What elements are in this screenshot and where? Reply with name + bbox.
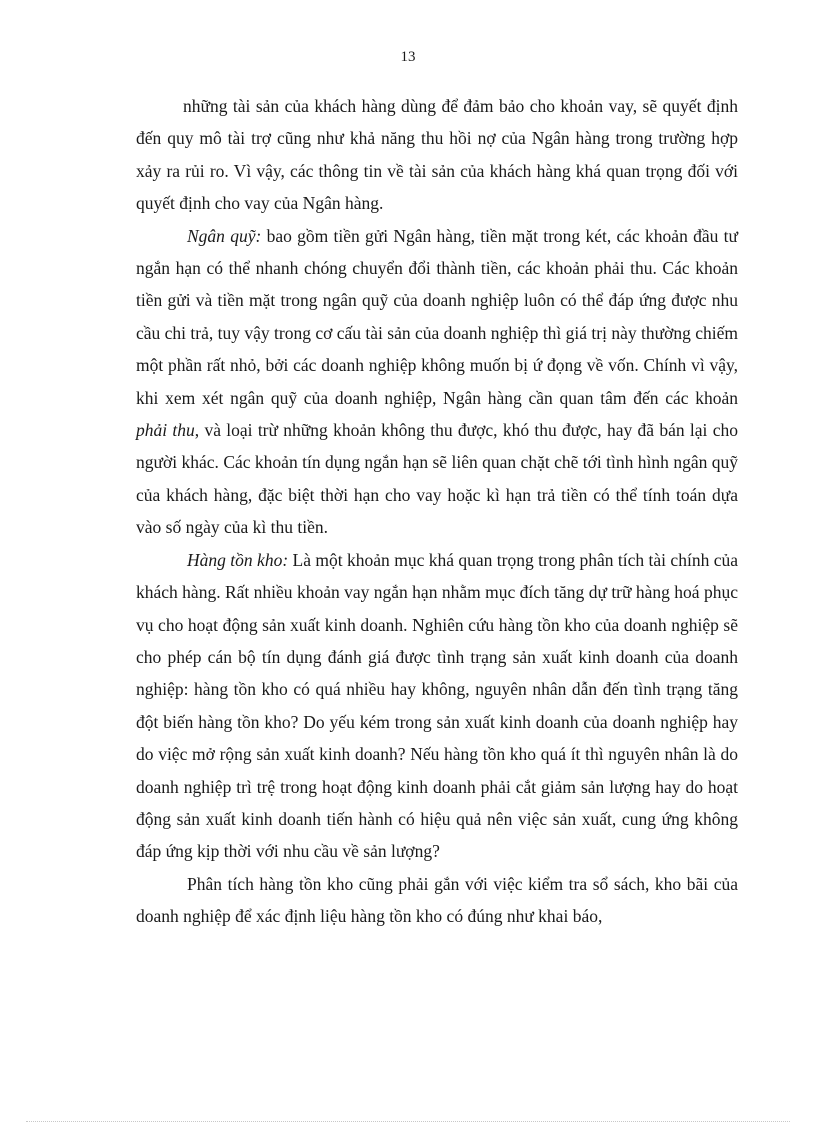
term-inventory: Hàng tồn kho:: [187, 549, 289, 570]
page-bottom-divider: [26, 1121, 790, 1122]
page-number: 13: [400, 49, 416, 65]
paragraph-collateral-continuation: những tài sản của khách hàng dùng để đảm bảo cho khoản vay, sẽ quyết định đến quy mô tài trợ cũng như khả năng thu hồi nợ của Ngân hàng trong trường hợp xảy ra rủi ro. Vì vậy, các thông tin về tài sản của khách hàng khá quan trọng đối với quyết định cho vay của Ngân hàng.: [136, 96, 738, 214]
paragraph-inventory: [136, 544, 738, 868]
term-receivables: phải thu: [136, 420, 195, 441]
paragraph-treasury: [136, 220, 738, 544]
paragraph-inventory-analysis: Phân tích hàng tồn kho cũng phải gắn với việc kiểm tra sổ sách, kho bãi của doanh nghiệp để xác định liệu hàng tồn kho có đúng như khai báo,: [136, 873, 738, 927]
paragraph-treasury-text-a: bao gồm tiền gửi Ngân hàng, tiền mặt trong két, các khoản đầu tư ngắn hạn có thể nhanh chóng chuyển đổi thành tiền, các khoản phải thu. Các khoản tiền gửi và tiền mặt trong ngân quỹ của doanh nghiệp luôn có thể đáp ứng được nhu cầu chi trả, tuy vậy trong cơ cấu tài sản của doanh nghiệp thì giá trị này thường chiếm một phần rất nhỏ, bởi các doanh nghiệp không muốn bị ứ đọng về vốn. Chính vì vậy, khi xem xét ngân quỹ của doanh nghiệp, Ngân hàng cần quan tâm đến các khoản: [136, 225, 738, 408]
document-body: [136, 90, 738, 933]
term-treasury: Ngân quỹ:: [187, 225, 262, 246]
paragraph-inventory-text: Là một khoản mục khá quan trọng trong phân tích tài chính của khách hàng. Rất nhiều khoản vay ngắn hạn nhằm mục đích tăng dự trữ hàng hoá phục vụ cho hoạt động sản xuất kinh doanh. Nghiên cứu hàng tồn kho của doanh nghiệp sẽ cho phép cán bộ tín dụng đánh giá được tình trạng sản xuất kinh doanh của doanh nghiệp: hàng tồn kho có quá nhiều hay không, nguyên nhân dẫn đến tình trạng tăng đột biến hàng tồn kho? Do yếu kém trong sản xuất kinh doanh của doanh nghiệp hay do việc mở rộng sản xuất kinh doanh? Nếu hàng tồn kho quá ít thì nguyên nhân là do doanh nghiệp trì trệ trong hoạt động kinh doanh phải cắt giảm sản lượng hay do hoạt động sản xuất kinh doanh tiến hành có hiệu quả nên việc sản xuất, cung ứng không đáp ứng kịp thời với nhu cầu về sản lượng?: [136, 549, 738, 862]
paragraph-treasury-text-b: , và loại trừ những khoản không thu được, khó thu được, hay đã bán lại cho người khác. Các khoản tín dụng ngắn hạn sẽ liên quan chặt chẽ tới tình hình ngân quỹ của khách hàng, đặc biệt thời hạn cho vay hoặc kì hạn trả tiền có thể tính toán dựa vào số ngày của kì thu tiền.: [136, 420, 738, 538]
